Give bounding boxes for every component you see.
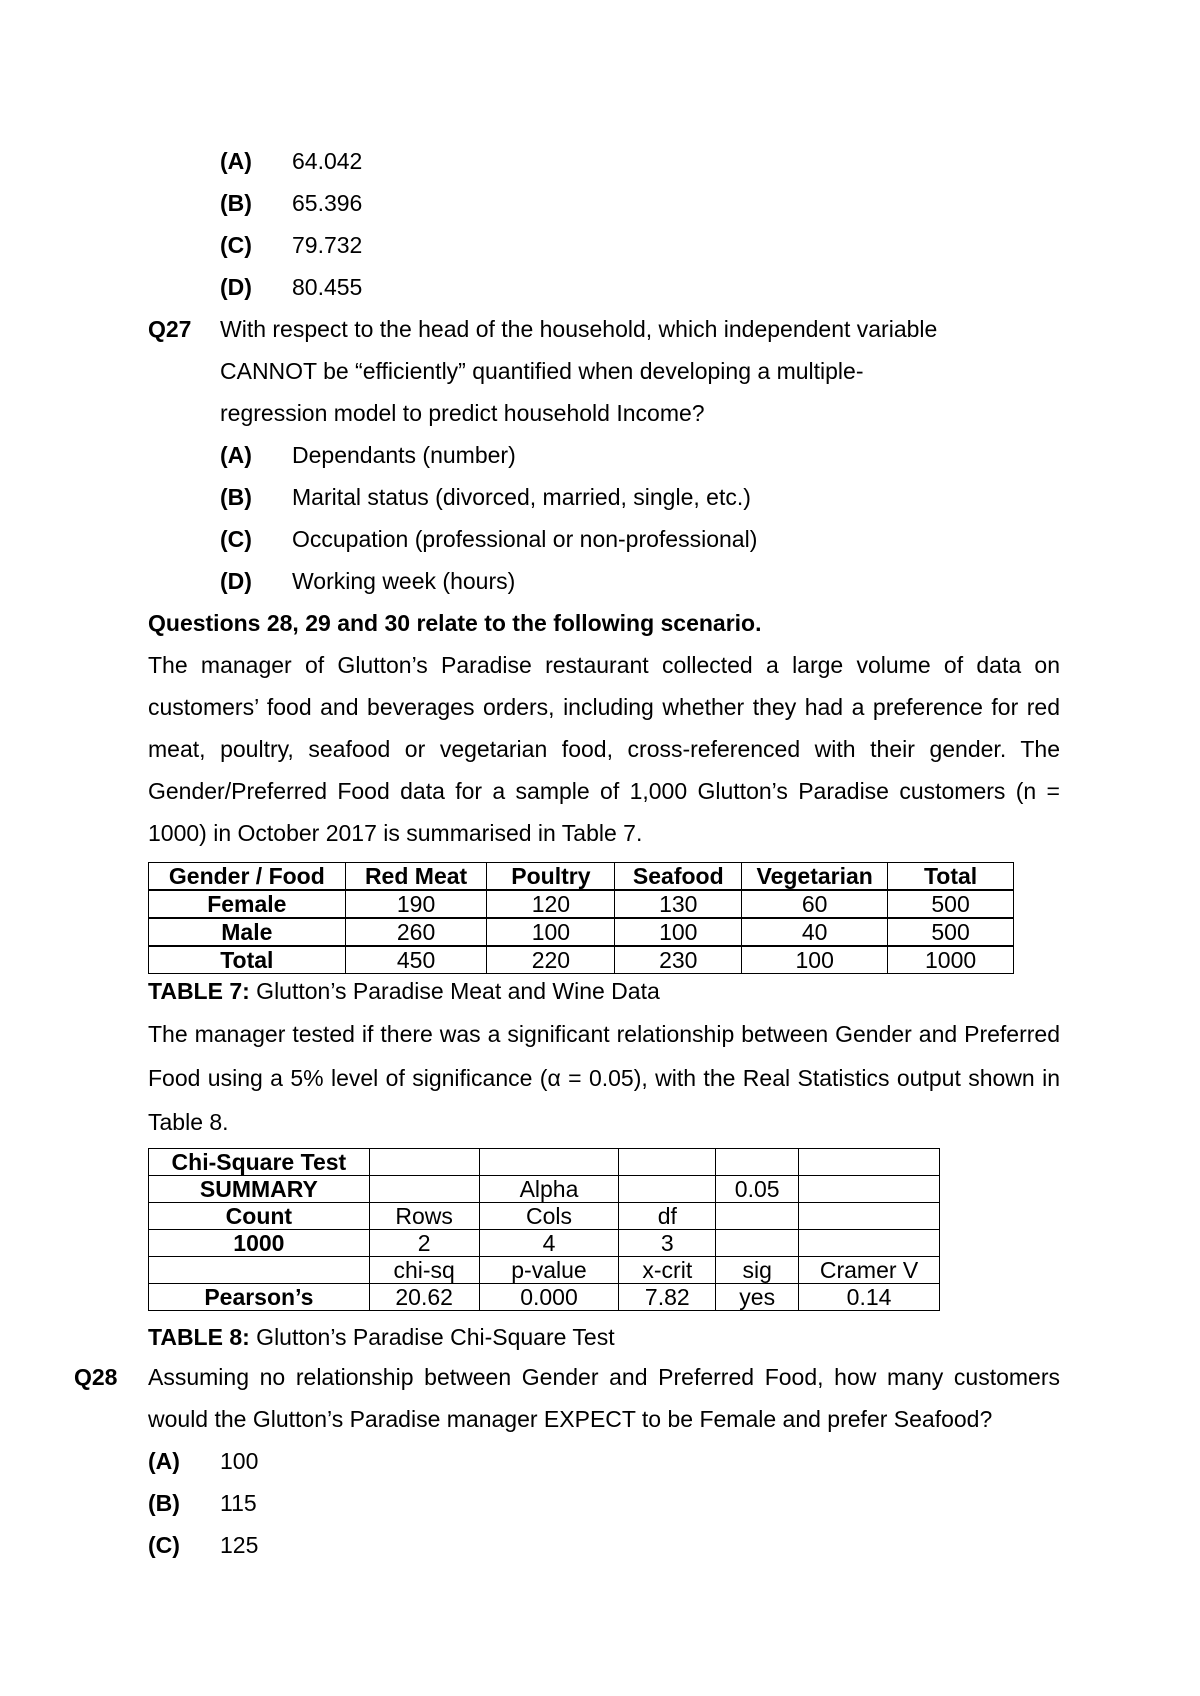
q28-option-c-letter: (C) [148,1532,180,1558]
q27-text-line-3: regression model to predict household Income? [220,400,705,426]
q27-option-d-letter: (D) [220,568,252,594]
t8-cell [799,1230,940,1257]
t8-cell [799,1176,940,1203]
t7-cell: 100 [742,946,888,974]
q27-text-line-2: CANNOT be “efficiently” quantified when developing a multiple- [220,358,864,384]
q26-option-c-letter: (C) [220,232,252,258]
t7-row-label: Male [149,918,346,946]
q27-option-a-letter: (A) [220,442,252,468]
t8-cell: 0.14 [799,1284,940,1311]
t8-cell: 20.62 [369,1284,479,1311]
t7-cell: 130 [615,890,742,918]
t8-cell: 2 [369,1230,479,1257]
t8-cell: 1000 [149,1230,370,1257]
table-7-header-row [149,863,1014,891]
t8-cell: x-crit [619,1257,716,1284]
t8-cell [716,1149,799,1176]
scenario-paragraph: The manager of Glutton’s Paradise restaurant collected a large volume of data on customers’ food and beverages orders, including whether they had a preference for red meat, poultry, seafood or vegetarian food, cross-referenced with their gender. The Gender/Preferred Food data for a sample of 1,000 Glutton’s Paradise customers (n = 1000) in October 2017 is summarised in Table 7. [148,652,1060,846]
t8-cell: sig [716,1257,799,1284]
t7-header-cell: Vegetarian [742,863,888,891]
table-row [149,890,1014,918]
q28-option-a-text: 100 [220,1448,259,1474]
t7-row-label: Female [149,890,346,918]
table-8-caption-text: Glutton’s Paradise Chi-Square Test [249,1324,615,1350]
q26-option-a-letter: (A) [220,148,252,174]
t8-cell [149,1257,370,1284]
q26-option-a-text: 64.042 [292,148,363,174]
q27-option-a-text: Dependants (number) [292,442,516,468]
t7-row-label: Total [149,946,346,974]
t8-cell: Count [149,1203,370,1230]
table-7-caption [148,978,660,1005]
table-row [149,918,1014,946]
table-row [149,1257,940,1284]
table-row [149,1149,940,1176]
q28-option-b-text: 115 [220,1490,257,1516]
q27-option-d-text: Working week (hours) [292,568,516,594]
t8-cell: 0.000 [479,1284,619,1311]
t7-cell: 260 [345,918,487,946]
table-7-caption-label: TABLE 7: [148,978,250,1004]
table-row [149,1230,940,1257]
q26-option-d-text: 80.455 [292,274,363,300]
t7-cell: 220 [487,946,615,974]
t7-cell: 100 [615,918,742,946]
t7-header-cell: Gender / Food [149,863,346,891]
t7-header-cell: Red Meat [345,863,487,891]
q27-option-b-text: Marital status (divorced, married, single, etc.) [292,484,751,510]
t8-cell [369,1149,479,1176]
t7-cell: 60 [742,890,888,918]
t8-cell: Alpha [479,1176,619,1203]
q27-number: Q27 [148,316,192,342]
q28-text: Assuming no relationship between Gender and Preferred Food, how many customers would the Glutton’s Paradise manager EXPECT to be Female and prefer Seafood? [148,1364,1060,1432]
t8-cell [716,1230,799,1257]
q26-option-b-letter: (B) [220,190,252,216]
t8-cell: df [619,1203,716,1230]
t8-cell: Cols [479,1203,619,1230]
table-8 [148,1148,940,1311]
t8-cell [479,1149,619,1176]
t7-cell: 40 [742,918,888,946]
table-7 [148,862,1014,974]
q26-option-c-text: 79.732 [292,232,363,258]
t7-cell: 500 [888,918,1014,946]
test-paragraph: The manager tested if there was a significant relationship between Gender and Preferred Food using a 5% level of significance (α = 0.05), with the Real Statistics output shown in Table 8. [148,1021,1060,1135]
t8-cell [716,1203,799,1230]
t8-cell: 7.82 [619,1284,716,1311]
t8-cell: chi-sq [369,1257,479,1284]
t7-cell: 120 [487,890,615,918]
table-8-caption [148,1324,615,1351]
t8-cell: 4 [479,1230,619,1257]
table-row [149,946,1014,974]
q28-option-b-letter: (B) [148,1490,180,1516]
t8-cell: Rows [369,1203,479,1230]
q27-option-c-text: Occupation (professional or non-professional) [292,526,758,552]
t8-cell: Cramer V [799,1257,940,1284]
q27-option-c-letter: (C) [220,526,252,552]
t8-cell: 0.05 [716,1176,799,1203]
t7-cell: 1000 [888,946,1014,974]
t7-header-cell: Poultry [487,863,615,891]
t8-cell [799,1149,940,1176]
t8-cell [619,1149,716,1176]
table-8-caption-label: TABLE 8: [148,1324,250,1350]
t7-cell: 450 [345,946,487,974]
q27-text-line-1: With respect to the head of the household, which independent variable [220,316,938,342]
t7-cell: 500 [888,890,1014,918]
t7-cell: 230 [615,946,742,974]
t8-cell [619,1176,716,1203]
t8-cell: Chi-Square Test [149,1149,370,1176]
q27-option-b-letter: (B) [220,484,252,510]
t8-cell [799,1203,940,1230]
t7-cell: 100 [487,918,615,946]
q26-option-b-text: 65.396 [292,190,363,216]
t8-cell: SUMMARY [149,1176,370,1203]
q28-option-a-letter: (A) [148,1448,180,1474]
t8-cell: p-value [479,1257,619,1284]
t7-cell: 190 [345,890,487,918]
table-row [149,1176,940,1203]
q26-option-d-letter: (D) [220,274,252,300]
t8-cell: Pearson’s [149,1284,370,1311]
t8-cell: 3 [619,1230,716,1257]
q28-number: Q28 [74,1364,118,1390]
q28-option-c-text: 125 [220,1532,259,1558]
table-7-caption-text: Glutton’s Paradise Meat and Wine Data [249,978,660,1004]
t7-header-cell: Total [888,863,1014,891]
t8-cell [369,1176,479,1203]
t7-header-cell: Seafood [615,863,742,891]
scenario-heading: Questions 28, 29 and 30 relate to the following scenario. [148,610,762,636]
t8-cell: yes [716,1284,799,1311]
table-row [149,1203,940,1230]
table-row [149,1284,940,1311]
